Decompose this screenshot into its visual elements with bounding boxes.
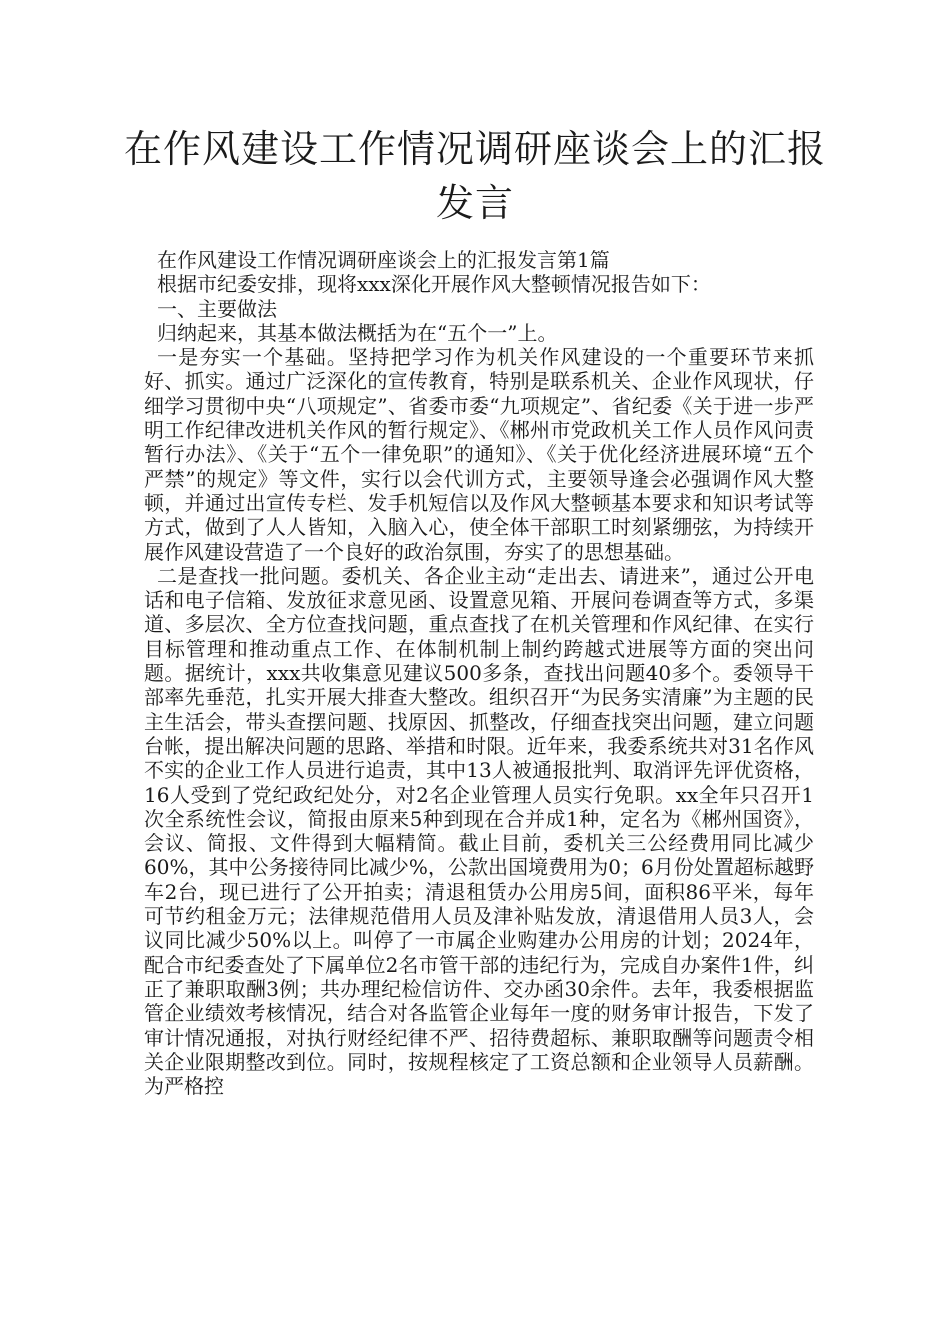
body-paragraph: 一是夯实一个基础。坚持把学习作为机关作风建设的一个重要环节来抓好、抓实。通过广泛深化的宣传教育，特别是联系机关、企业作风现状，仔细学习贯彻中央“八项规定”、省委市委“九项规定”、省纪委《关于进一步严明工作纪律改进机关作风的暂行规定》、《郴州市党政机关工作人员作风问责暂行办法》、《关于“五个一律免职”的通知》、《关于优化经济进展环境“五个严禁”的规定》等文件，实行以会代训方式，主要领导逢会必强调作风大整顿，并通过出宣传专栏、发手机短信以及作风大整顿基本要求和知识考试等方式，做到了人人皆知，入脑入心，使全体干部职工时刻紧绷弦，为持续开展作风建设营造了一个良好的政治氛围，夯实了的思想基础。 — [144, 345, 814, 564]
summary-paragraph: 归纳起来，其基本做法概括为在“五个一”上。 — [157, 320, 558, 345]
document-body — [144, 248, 814, 1098]
intro-paragraph: 根据市纪委安排，现将xxx深化开展作风大整顿情况报告如下： — [157, 272, 711, 297]
body-paragraph: 二是查找一批问题。委机关、各企业主动“走出去、请进来”，通过公开电话和电子信箱、发放征求意见函、设置意见箱、开展问卷调查等方式，多渠道、多层次、全方位查找问题，重点查找了在机关管理和作风纪律、在实行目标管理和推动重点工作、在体制机制上制约跨越式进展等方面的突出问题。据统计，xxx共收集意见建议500多条，查找出问题40多个。委领导干部率先垂范，扎实开展大排查大整改。组织召开“为民务实清廉”为主题的民主生活会，带头查摆问题、找原因、抓整改，仔细查找突出问题，建立问题台帐，提出解决问题的思路、举措和时限。近年来，我委系统共对31名作风不实的企业工作人员进行追责，其中13人被通报批判、取消评先评优资格，16人受到了党纪政纪处分，对2名企业管理人员实行免职。xx全年只召开1次全系统性会议，简报由原来5种到现在合并成1种，定名为《郴州国资》，会议、简报、文件得到大幅精简。截止目前，委机关三公经费用同比减少60%，其中公务接待同比减少%，公款出国境费用为0；6月份处置超标越野车2台，现已进行了公开拍卖；清退租赁办公用房5间，面积86平米，每年可节约租金万元；法律规范借用人员及津补贴发放，清退借用人员3人，会议同比减少50%以上。叫停了一市属企业购建办公用房的计划；2024年，配合市纪委查处了下属单位2名市管干部的违纪行为，完成自办案件1件，纠正了兼职取酬3例；共办理纪检信访件、交办函30余件。去年，我委根据监管企业绩效考核情况，结合对各监管企业每年一度的财务审计报告，下发了审计情况通报，对执行财经纪律不严、招待费超标、兼职取酬等问题责令相关企业限期整改到位。同时，按规程核定了工资总额和企业领导人员薪酬。为严格控 — [144, 563, 814, 1099]
document-title: 在作风建设工作情况调研座谈会上的汇报发言 — [123, 127, 826, 225]
section-heading: 一、主要做法 — [157, 296, 277, 321]
subtitle-paragraph: 在作风建设工作情况调研座谈会上的汇报发言第1篇 — [157, 248, 610, 272]
